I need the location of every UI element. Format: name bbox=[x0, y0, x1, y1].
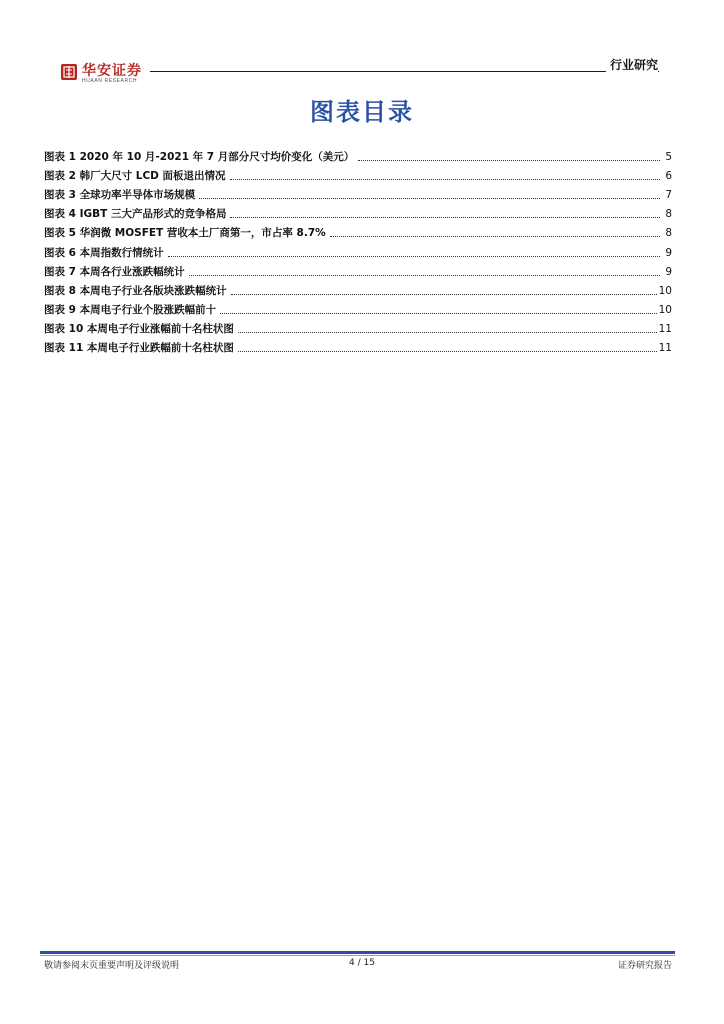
toc-leader-dots bbox=[238, 351, 657, 352]
page-header bbox=[0, 0, 724, 90]
toc-leader-dots bbox=[189, 275, 660, 276]
header-divider bbox=[150, 71, 659, 72]
logo-subtitle: HUAAN RESEARCH bbox=[82, 78, 138, 84]
toc-entry[interactable] bbox=[44, 221, 672, 240]
toc-entry[interactable] bbox=[44, 164, 672, 183]
toc-entry[interactable] bbox=[44, 202, 672, 221]
toc-leader-dots bbox=[231, 294, 657, 295]
toc-entry-page: 10 bbox=[658, 284, 672, 297]
toc-entry-label: 图表 6 本周指数行情统计 bbox=[44, 246, 164, 259]
toc-entry[interactable] bbox=[44, 145, 672, 164]
toc-entry-page: 9 bbox=[665, 246, 672, 259]
toc-entry-page: 10 bbox=[658, 303, 672, 316]
huaan-logo-icon bbox=[61, 64, 77, 80]
toc-entry[interactable] bbox=[44, 279, 672, 298]
toc-entry[interactable] bbox=[44, 260, 672, 279]
toc-leader-dots bbox=[230, 217, 660, 218]
report-category: 行业研究 bbox=[606, 56, 658, 73]
toc-entry[interactable] bbox=[44, 298, 672, 317]
toc-entry[interactable] bbox=[44, 317, 672, 336]
toc-entry-page: 9 bbox=[665, 265, 672, 278]
toc-leader-dots bbox=[230, 179, 660, 180]
toc-entry-page: 11 bbox=[658, 342, 672, 355]
footer-doc-type: 证券研究报告 bbox=[617, 961, 672, 971]
footer-divider bbox=[40, 951, 675, 954]
toc-entry-label: 图表 2 韩厂大尺寸 LCD 面板退出情况 bbox=[44, 170, 226, 183]
toc-leader-dots bbox=[168, 256, 660, 257]
toc-leader-dots bbox=[199, 198, 660, 199]
toc-entry-page: 6 bbox=[665, 170, 672, 183]
toc-leader-dots bbox=[220, 313, 657, 314]
toc-entry-label: 图表 4 IGBT 三大产品形式的竞争格局 bbox=[44, 208, 227, 221]
toc-entry-label: 图表 9 本周电子行业个股涨跌幅前十 bbox=[44, 303, 217, 316]
toc-entry-label: 图表 10 本周电子行业涨幅前十名柱状图 bbox=[44, 322, 234, 335]
toc-leader-dots bbox=[330, 236, 660, 237]
toc-entry-page: 11 bbox=[658, 322, 672, 335]
figure-table-of-contents bbox=[44, 145, 672, 355]
toc-entry-page: 8 bbox=[665, 208, 672, 221]
toc-entry-label: 图表 11 本周电子行业跌幅前十名柱状图 bbox=[44, 342, 234, 355]
toc-leader-dots bbox=[358, 160, 660, 161]
toc-entry[interactable] bbox=[44, 240, 672, 259]
toc-entry-page: 7 bbox=[665, 189, 672, 202]
toc-entry[interactable] bbox=[44, 183, 672, 202]
toc-entry-label: 图表 7 本周各行业涨跌幅统计 bbox=[44, 265, 185, 278]
toc-entry-label: 图表 8 本周电子行业各版块涨跌幅统计 bbox=[44, 284, 227, 297]
toc-entry-label: 图表 5 华润微 MOSFET 营收本土厂商第一，市占率 8.7% bbox=[44, 227, 326, 240]
toc-entry-label: 图表 1 2020 年 10 月-2021 年 7 月部分尺寸均价变化（美元） bbox=[44, 151, 355, 164]
toc-entry-page: 8 bbox=[665, 227, 672, 240]
footer-disclaimer: 敬请参阅末页重要声明及评级说明 bbox=[44, 961, 180, 971]
toc-leader-dots bbox=[238, 332, 657, 333]
footer-divider-thin bbox=[40, 955, 675, 956]
toc-entry-page: 5 bbox=[665, 151, 672, 164]
toc-entry-label: 图表 3 全球功率半导体市场规模 bbox=[44, 189, 196, 202]
toc-entry[interactable] bbox=[44, 336, 672, 355]
logo-text: 华安证券 bbox=[82, 63, 142, 79]
page-title: 图表目录 bbox=[310, 98, 414, 126]
page-number: 4 / 15 bbox=[349, 958, 375, 968]
